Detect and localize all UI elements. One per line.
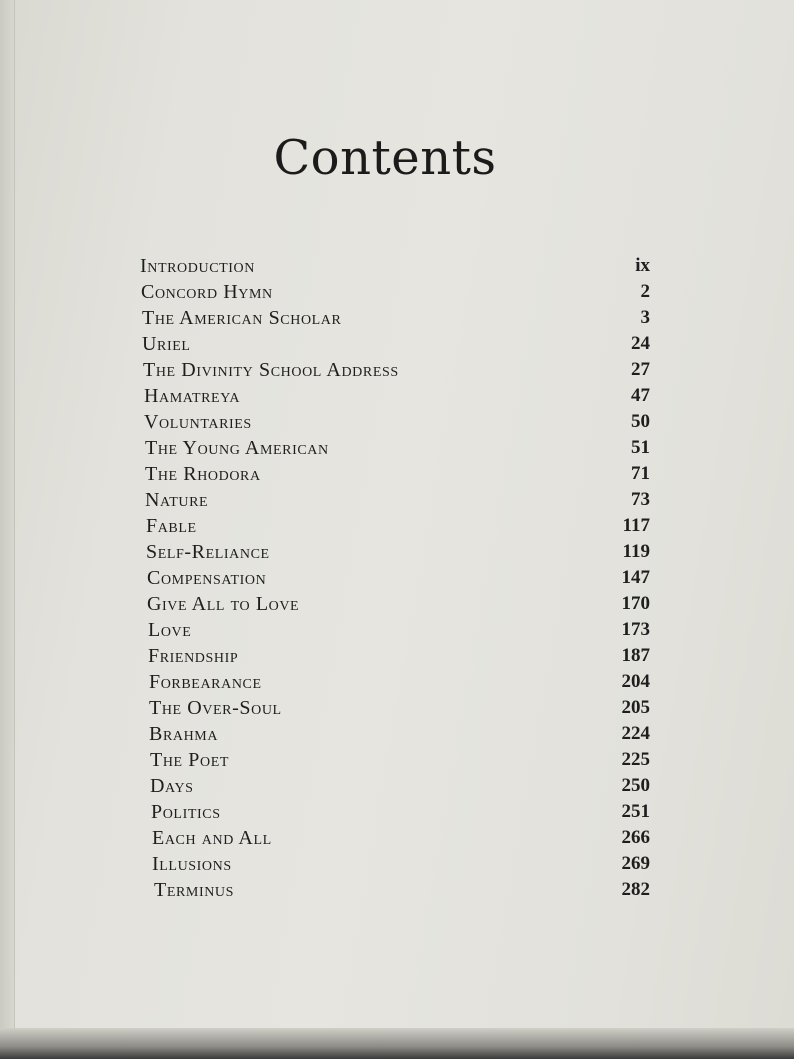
toc-entry-title: Give All to Love [147,593,300,615]
toc-entry [140,515,650,541]
toc-entry-page-number: 251 [621,801,650,822]
toc-entry-page-number: 119 [622,541,650,562]
toc-entry-title: The Poet [150,749,230,771]
toc-entry-title: Compensation [147,567,267,589]
toc-entry-title: Love [148,619,192,641]
toc-entry-page-number: 47 [631,385,650,406]
toc-entry-title: The Divinity School Address [143,359,399,381]
toc-entry-title: Fable [146,515,197,537]
toc-entry-page-number: 3 [640,307,650,328]
toc-entry-page-number: 117 [622,515,650,536]
toc-entry-page-number: 51 [631,437,650,458]
toc-entry [140,801,650,827]
toc-entry-title: Illusions [152,853,232,875]
toc-entry-page-number: 2 [640,281,650,302]
toc-entry [140,827,650,853]
toc-entry-page-number: 266 [621,827,650,848]
toc-entry [140,775,650,801]
toc-entry [140,385,650,411]
toc-entry [140,697,650,723]
toc-entry-page-number: 187 [621,645,650,666]
toc-entry [140,723,650,749]
toc-entry-title: Each and All [152,827,272,849]
toc-entry-title: Brahma [149,723,219,745]
toc-entry-title: The Rhodora [145,463,261,485]
page-bottom-edge [0,1028,794,1059]
toc-entry-page-number: ix [635,255,650,276]
toc-entry-page-number: 170 [621,593,650,614]
toc-entry-page-number: 71 [631,463,650,484]
toc-entry-page-number: 205 [621,697,650,718]
toc-entry-title: Hamatreya [144,385,241,407]
toc-entry-page-number: 24 [631,333,650,354]
toc-entry-title: Uriel [142,333,191,355]
toc-entry-title: Concord Hymn [141,281,273,303]
toc-entry [140,333,650,359]
toc-entry [140,359,650,385]
toc-entry-page-number: 224 [621,723,650,744]
toc-entry [140,671,650,697]
toc-entry [140,619,650,645]
toc-entry-title: Terminus [154,879,235,901]
toc-entry-page-number: 50 [631,411,650,432]
toc-entry-page-number: 73 [631,489,650,510]
table-of-contents [140,255,650,905]
toc-entry [140,411,650,437]
toc-entry [140,567,650,593]
toc-entry [140,437,650,463]
toc-entry [140,489,650,515]
toc-entry [140,281,650,307]
toc-entry-page-number: 27 [631,359,650,380]
page-title: Contents [273,130,497,186]
toc-entry [140,853,650,879]
toc-entry-page-number: 225 [621,749,650,770]
toc-entry-title: Self-Reliance [146,541,270,563]
toc-entry [140,307,650,333]
toc-entry-title: The Over-Soul [149,697,282,719]
toc-entry [140,463,650,489]
toc-entry-title: Voluntaries [144,411,252,433]
toc-entry [140,255,650,281]
toc-entry-page-number: 250 [621,775,650,796]
toc-entry-page-number: 269 [621,853,650,874]
toc-entry-title: Forbearance [149,671,262,693]
toc-entry [140,593,650,619]
toc-entry-title: Politics [151,801,221,823]
toc-entry [140,645,650,671]
toc-entry-title: The American Scholar [142,307,342,329]
toc-entry-title: Introduction [140,255,255,277]
toc-entry-page-number: 173 [621,619,650,640]
toc-entry-title: Nature [145,489,209,511]
toc-entry-title: The Young American [145,437,329,459]
toc-entry-page-number: 147 [621,567,650,588]
toc-entry [140,541,650,567]
toc-entry-title: Friendship [148,645,239,667]
toc-entry-page-number: 204 [621,671,650,692]
toc-entry-page-number: 282 [621,879,650,900]
toc-entry [140,879,650,905]
toc-entry [140,749,650,775]
toc-entry-title: Days [150,775,194,797]
